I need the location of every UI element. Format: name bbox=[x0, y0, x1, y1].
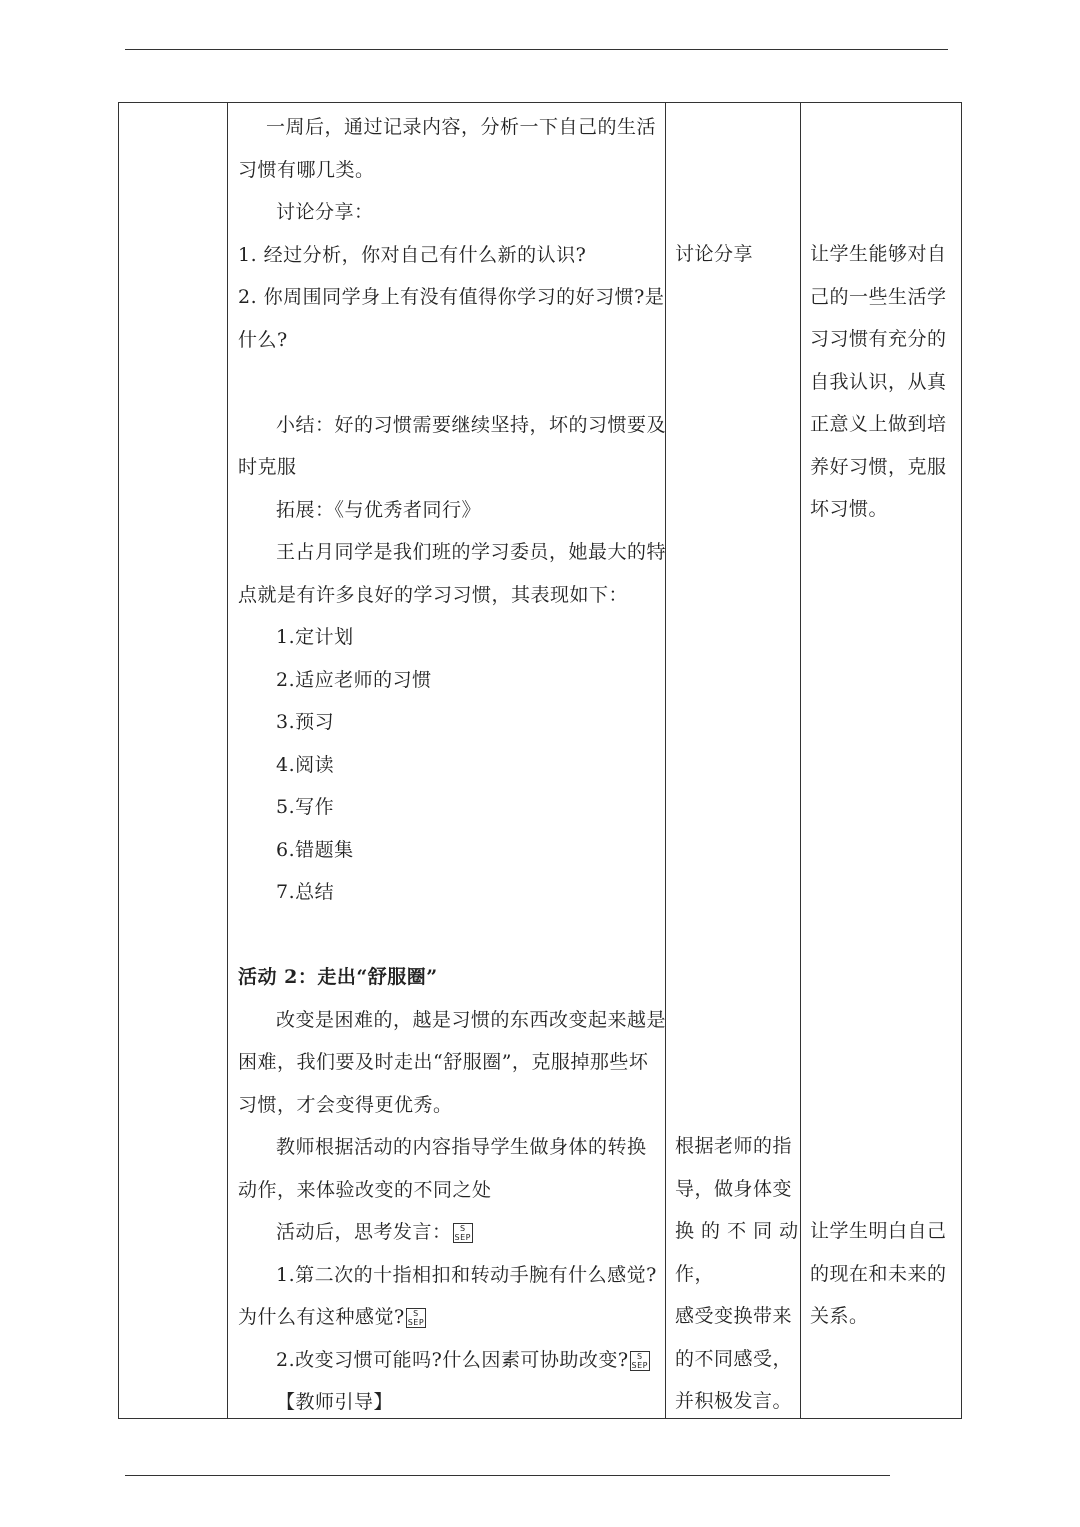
sep-glyph-top: S bbox=[636, 1351, 643, 1361]
cell-line: 正意义上做到培 bbox=[810, 413, 947, 435]
sep-glyph-bottom: SEP bbox=[407, 1318, 425, 1327]
content-line-text: 4.阅读 bbox=[276, 753, 335, 776]
content-line-text: 1.定计划 bbox=[276, 626, 354, 648]
content-line-text: 教师根据活动的内容指导学生做身体的转换 bbox=[276, 1136, 647, 1158]
design-intent-block-1 bbox=[810, 233, 955, 531]
content-line-text: 活动 2：走出“舒服圈” bbox=[238, 966, 438, 988]
content-line bbox=[238, 404, 667, 447]
sep-glyph bbox=[453, 1223, 473, 1243]
cell-line: 习习惯有充分的 bbox=[810, 328, 947, 350]
content-line-text: 3.预习 bbox=[276, 711, 335, 733]
content-line-text: 拓展：《与优秀者同行》 bbox=[276, 498, 482, 521]
content-line bbox=[238, 956, 658, 999]
content-line-text: 【教师引导】 bbox=[276, 1391, 394, 1413]
content-line-text: 什么? bbox=[238, 328, 288, 351]
cell-line: 作， bbox=[675, 1262, 715, 1285]
content-line bbox=[238, 531, 667, 574]
content-line bbox=[238, 1381, 658, 1424]
cell-line: 并积极发言。 bbox=[675, 1390, 793, 1412]
content-line-text: 小结：好的习惯需要继续坚持，坏的习惯要及 bbox=[276, 413, 667, 436]
cell-line: 的不同感受， bbox=[675, 1347, 793, 1370]
content-line-text: 王占月同学是我们班的学习委员，她最大的特 bbox=[276, 541, 667, 563]
cell-line: 关系。 bbox=[810, 1305, 869, 1327]
activity-content-cell bbox=[238, 106, 667, 1424]
content-line bbox=[238, 276, 665, 319]
content-line-text: 一周后，通过记录内容，分析一下自己的生活 bbox=[266, 116, 657, 138]
cell-line: 换 的 不 同 动 bbox=[675, 1220, 799, 1242]
content-line bbox=[238, 659, 658, 702]
content-line bbox=[238, 1296, 658, 1339]
content-line bbox=[238, 1339, 658, 1382]
content-line bbox=[238, 616, 658, 659]
content-line bbox=[238, 234, 658, 277]
content-line bbox=[238, 361, 658, 404]
cell-line: 坏习惯。 bbox=[810, 498, 889, 520]
content-line-text: 时克服 bbox=[238, 456, 297, 478]
content-line-text: 1. 经过分析，你对自己有什么新的认识? bbox=[238, 243, 587, 266]
content-line-text: 2.改变习惯可能吗?什么因素可协助改变? bbox=[276, 1348, 629, 1371]
sep-glyph-top: S bbox=[459, 1224, 466, 1233]
content-line bbox=[238, 786, 658, 829]
content-line bbox=[238, 871, 658, 914]
content-line-text: 点就是有许多良好的学习习惯，其表现如下： bbox=[238, 583, 629, 606]
content-line bbox=[238, 489, 658, 532]
content-line bbox=[238, 149, 658, 192]
content-line-text: 困难，我们要及时走出“舒服圈”，克服掉那些坏 bbox=[238, 1051, 649, 1073]
sep-glyph-top: S bbox=[413, 1309, 419, 1318]
cell-line: 让学生能够对自 bbox=[810, 243, 947, 265]
cell-line: 导，做身体变 bbox=[675, 1177, 793, 1200]
content-line-text: 习惯，才会变得更优秀。 bbox=[238, 1093, 453, 1116]
footer-rule bbox=[125, 1475, 890, 1476]
content-line-text: 习惯有哪几类。 bbox=[238, 158, 375, 181]
cell-line: 自我认识，从真 bbox=[810, 370, 947, 393]
lesson-table bbox=[118, 102, 962, 1419]
design-intent-block-2 bbox=[810, 1210, 955, 1338]
content-line bbox=[238, 1084, 658, 1127]
content-line bbox=[238, 191, 658, 234]
column-divider bbox=[227, 103, 228, 1418]
content-line-text: 6.错题集 bbox=[276, 838, 354, 861]
student-activity-block-2 bbox=[675, 1125, 800, 1423]
content-line-text: 5.写作 bbox=[276, 796, 335, 818]
content-line bbox=[238, 1041, 658, 1084]
sep-glyph bbox=[630, 1351, 650, 1371]
content-line-text: 1.第二次的十指相扣和转动手腕有什么感觉? bbox=[276, 1263, 657, 1286]
content-line-text: 2. 你周围同学身上有没有值得你学习的好习惯?是 bbox=[238, 286, 665, 308]
content-line-text: 改变是困难的，越是习惯的东西改变起来越是 bbox=[276, 1008, 667, 1031]
sep-glyph bbox=[406, 1308, 426, 1328]
content-line-text: 2.适应老师的习惯 bbox=[276, 668, 432, 691]
content-line bbox=[238, 701, 658, 744]
content-line bbox=[238, 574, 658, 617]
content-line bbox=[238, 914, 658, 957]
sep-glyph-bottom: SEP bbox=[454, 1233, 471, 1242]
cell-line: 根据老师的指 bbox=[675, 1135, 793, 1157]
sep-glyph-bottom: SEP bbox=[631, 1360, 648, 1370]
student-activity-line: 讨论分享 bbox=[675, 243, 754, 265]
content-line-text: 活动后，思考发言： bbox=[276, 1221, 452, 1243]
student-activity-block-1 bbox=[675, 233, 800, 276]
cell-line: 己的一些生活学 bbox=[810, 285, 947, 308]
content-line bbox=[238, 999, 667, 1042]
cell-line: 的现在和未来的 bbox=[810, 1262, 947, 1285]
content-line-text: 动作，来体验改变的不同之处 bbox=[238, 1178, 492, 1201]
content-line bbox=[238, 1169, 658, 1212]
cell-line: 感受变换带来 bbox=[675, 1305, 793, 1327]
content-line bbox=[238, 446, 658, 489]
content-line bbox=[238, 1254, 658, 1297]
column-divider bbox=[800, 103, 801, 1418]
content-line bbox=[238, 744, 658, 787]
content-line bbox=[238, 1126, 658, 1169]
content-line-text: 讨论分享： bbox=[276, 201, 374, 223]
content-line bbox=[238, 106, 658, 149]
column-divider bbox=[665, 103, 666, 1418]
content-line bbox=[238, 1211, 658, 1254]
content-line-text: 为什么有这种感觉? bbox=[238, 1306, 405, 1328]
header-rule bbox=[125, 49, 948, 50]
content-line bbox=[238, 829, 658, 872]
cell-line: 让学生明白自己 bbox=[810, 1220, 947, 1242]
content-line bbox=[238, 319, 658, 362]
cell-line: 养好习惯，克服 bbox=[810, 455, 947, 478]
content-line-text: 7.总结 bbox=[276, 881, 335, 903]
